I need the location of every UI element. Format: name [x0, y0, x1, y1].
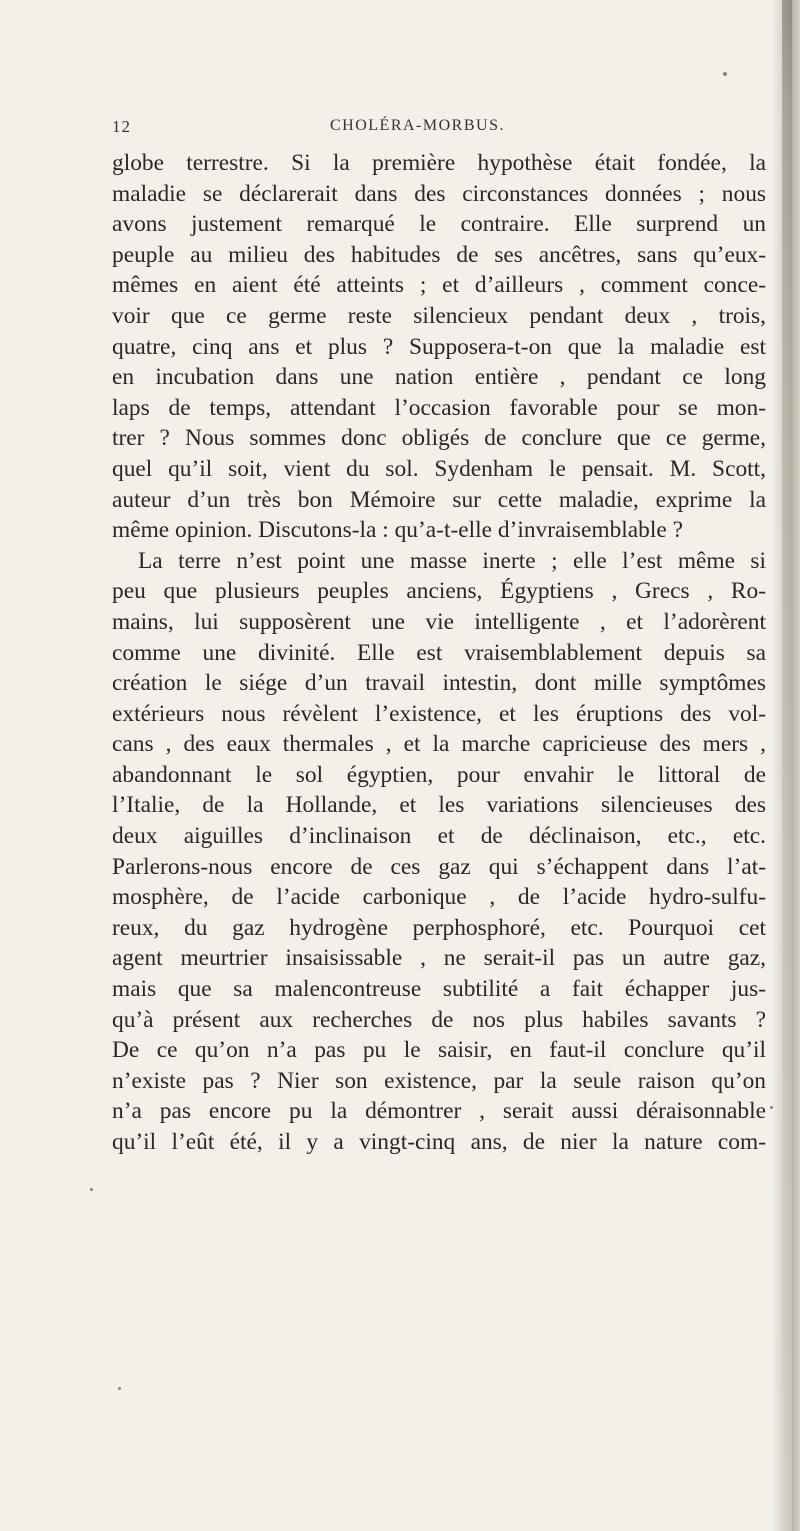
- text-line: voir que ce germe reste silencieux pendant deux , trois,: [112, 302, 766, 329]
- text-line: extérieurs nous révèlent l’existence, et les éruptions des vol-: [112, 700, 766, 727]
- text-line: peuple au milieu des habitudes de ses ancêtres, sans qu’eux-: [112, 241, 766, 268]
- text-line: n’existe pas ? Nier son existence, par la seule raison qu’on: [112, 1067, 766, 1094]
- text-line: Parlerons-nous encore de ces gaz qui s’échappent dans l’at-: [112, 853, 766, 880]
- page-number: 12: [112, 117, 131, 136]
- paper-speck: [118, 1387, 121, 1390]
- text-line: abandonnant le sol égyptien, pour envahir le littoral de: [112, 761, 766, 788]
- text-line: peu que plusieurs peuples anciens, Égyptiens , Grecs , Ro-: [112, 578, 766, 605]
- text-line: globe terrestre. Si la première hypothèse était fondée, la: [112, 150, 766, 176]
- text-line: mêmes en aient été atteints ; et d’ailleurs , comment conce-: [112, 272, 766, 299]
- text-line: avons justement remarqué le contraire. Elle surprend un: [112, 211, 766, 238]
- text-line: De ce qu’on n’a pas pu le saisir, en faut-il conclure qu’il: [112, 1037, 766, 1064]
- text-line: deux aiguilles d’inclinaison et de déclinaison, etc., etc.: [112, 823, 766, 850]
- text-line: qu’il l’eût été, il y a vingt-cinq ans, de nier la nature com-: [112, 1129, 766, 1155]
- text-line: auteur d’un très bon Mémoire sur cette maladie, exprime la: [112, 486, 766, 513]
- text-line: quatre, cinq ans et plus ? Supposera-t-on que la maladie est: [112, 333, 766, 360]
- text-line: mains, lui supposèrent une vie intelligente , et l’adorèrent: [112, 608, 766, 635]
- text-line: maladie se déclarerait dans des circonstances données ; nous: [112, 180, 766, 207]
- text-line: quel qu’il soit, vient du sol. Sydenham le pensait. M. Scott,: [112, 455, 766, 482]
- text-line: l’Italie, de la Hollande, et les variations silencieuses des: [112, 792, 766, 819]
- text-line: même opinion. Discutons-la : qu’a-t-elle d’invraisemblable ?: [112, 517, 683, 544]
- text-line: La terre n’est point une masse inerte ; elle l’est même si: [138, 547, 766, 574]
- text-line: trer ? Nous sommes donc obligés de conclure que ce germe,: [112, 425, 766, 452]
- binding-edge: [782, 0, 792, 1531]
- body-text: [112, 148, 772, 1158]
- text-line: en incubation dans une nation entière , pendant ce long: [112, 364, 766, 391]
- text-line: création le siége d’un travail intestin, dont mille symptômes: [112, 670, 766, 697]
- running-title: CHOLÉRA-MORBUS.: [330, 117, 505, 134]
- text-line: reux, du gaz hydrogène perphosphoré, etc. Pourquoi cet: [112, 914, 766, 941]
- text-line: comme une divinité. Elle est vraisemblablement depuis sa: [112, 639, 766, 666]
- text-line: cans , des eaux thermales , et la marche capricieuse des mers ,: [112, 731, 766, 758]
- paper-speck: [723, 72, 727, 76]
- text-line: n’a pas encore pu la démontrer , serait aussi déraisonnable: [112, 1098, 766, 1125]
- text-line: mosphère, de l’acide carbonique , de l’acide hydro-sulfu-: [112, 884, 766, 911]
- text-line: qu’à présent aux recherches de nos plus habiles savants ?: [112, 1006, 766, 1033]
- text-line: mais que sa malencontreuse subtilité a fait échapper jus-: [112, 976, 766, 1003]
- text-line: agent meurtrier insaisissable , ne serait-il pas un autre gaz,: [112, 945, 766, 972]
- paper-speck: [90, 1188, 93, 1191]
- page-header: [112, 117, 762, 145]
- paper-speck: [770, 1106, 773, 1109]
- text-line: laps de temps, attendant l’occasion favorable pour se mon-: [112, 394, 766, 421]
